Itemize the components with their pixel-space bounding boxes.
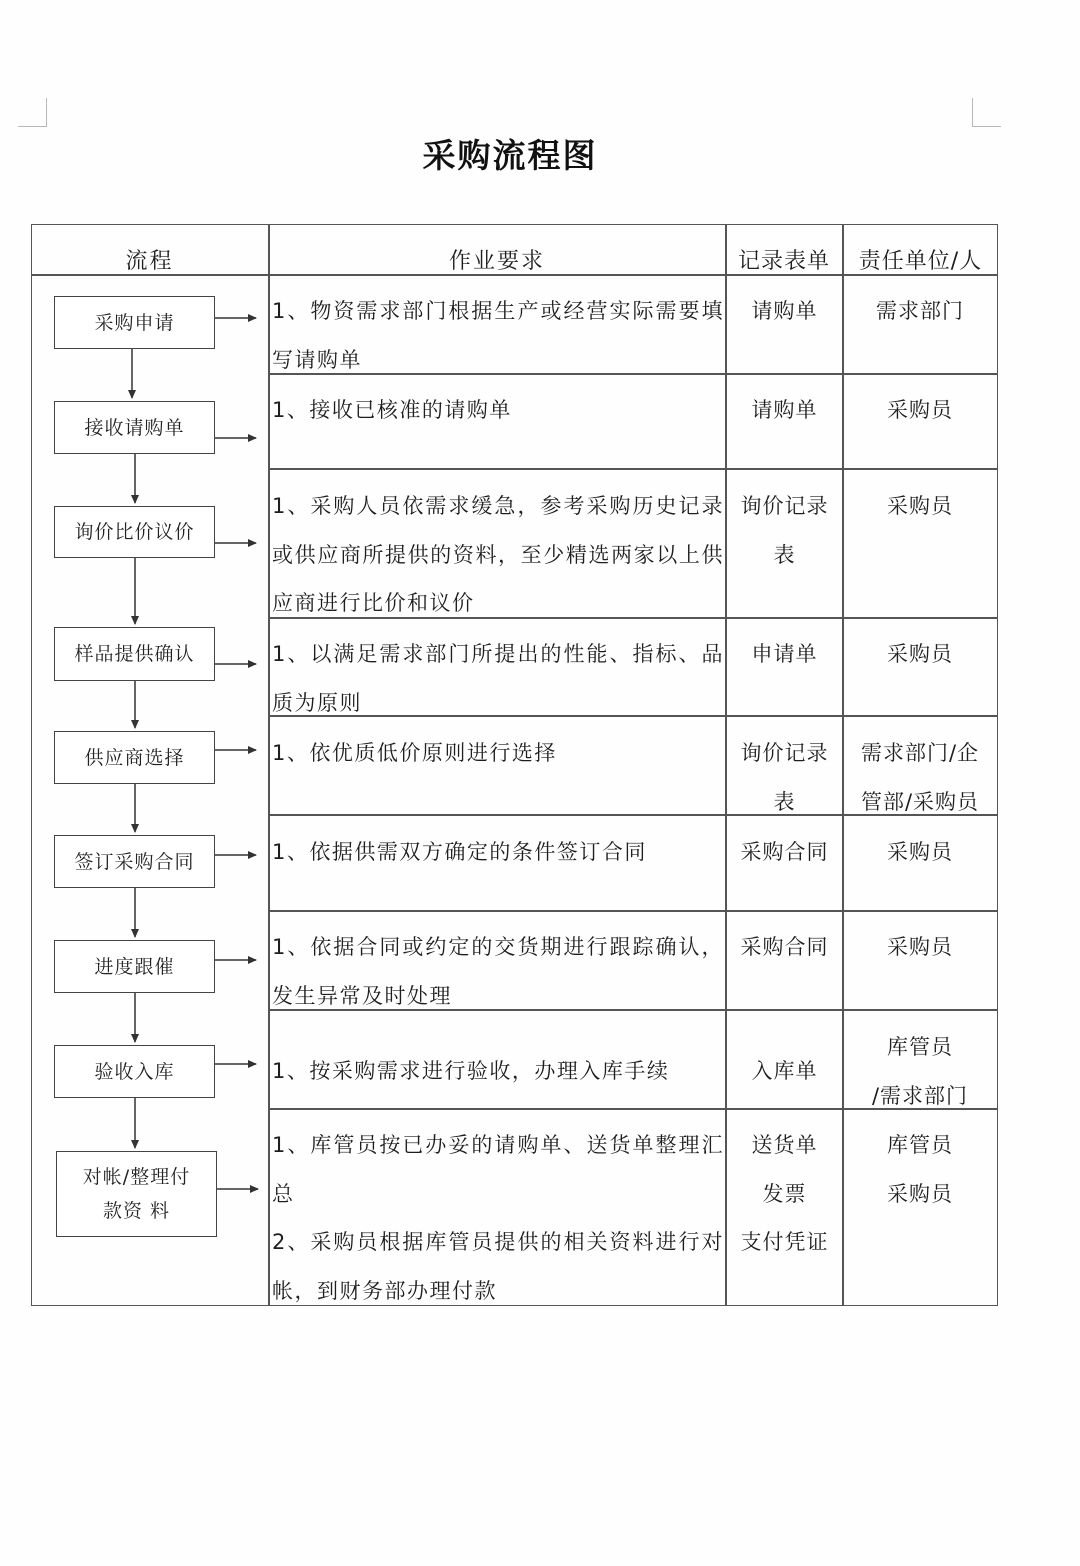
step-box-receive-requisition: 接收请购单: [54, 401, 215, 454]
requirement-cell: 1、物资需求部门根据生产或经营实际需要填写请购单: [272, 299, 724, 372]
step-box-purchase-request: 采购申请: [54, 296, 215, 349]
document-title: 采购流程图: [422, 136, 598, 175]
record-form-cell: 请购单: [751, 299, 818, 323]
requirement-cell: 1、以满足需求部门所提出的性能、指标、品质为原则: [272, 642, 724, 715]
column-divider: [268, 224, 270, 1306]
record-form-cell: 入库单: [751, 1059, 818, 1083]
header-responsible: 责任单位/人: [858, 249, 983, 274]
header-process: 流程: [125, 249, 174, 274]
row-divider: [268, 468, 998, 470]
step-box-price-inquiry: 询价比价议价: [54, 506, 215, 558]
step-box-inspection-warehousing: 验收入库: [54, 1045, 215, 1098]
requirement-cell: 1、依据合同或约定的交货期进行跟踪确认，发生异常及时处理: [272, 935, 724, 1008]
step-box-sample-confirmation: 样品提供确认: [54, 627, 215, 681]
page-corner-mark-top-left: [18, 98, 47, 127]
responsible-cell: 库管员 采购员: [887, 1133, 953, 1206]
requirement-cell: 1、依优质低价原则进行选择: [272, 741, 557, 765]
record-form-cell: 采购合同: [740, 840, 829, 864]
requirement-cell: 1、按采购需求进行验收，办理入库手续: [272, 1059, 670, 1083]
requirement-cell: 1、库管员按已办妥的请购单、送货单整理汇总 2、采购员根据库管员提供的相关资料进行对帐，到财务部办理付款: [272, 1133, 724, 1303]
step-box-supplier-selection: 供应商选择: [54, 731, 215, 784]
responsible-cell: 采购员: [887, 935, 953, 959]
page-corner-mark-top-right: [972, 98, 1001, 127]
responsible-cell: 需求部门: [876, 299, 964, 323]
responsible-cell: 采购员: [887, 398, 953, 422]
responsible-cell: 需求部门/企 管部/采购员: [860, 741, 980, 814]
responsible-cell: 采购员: [887, 840, 953, 864]
record-form-cell: 申请单: [751, 642, 818, 666]
row-divider: [268, 910, 998, 912]
header-requirements: 作业要求: [448, 249, 545, 274]
record-form-cell: 询价记录 表: [740, 741, 829, 814]
responsible-cell: 采购员: [887, 642, 953, 666]
requirement-cell: 1、依据供需双方确定的条件签订合同: [272, 840, 647, 864]
step-box-progress-follow-up: 进度跟催: [54, 940, 215, 993]
requirement-cell: 1、采购人员依需求缓急，参考采购历史记录或供应商所提供的资料，至少精选两家以上供应商进行比价和议价: [272, 494, 724, 615]
record-form-cell: 询价记录 表: [740, 494, 829, 567]
step-box-reconciliation-payment: 对帐/整理付 款资 料: [56, 1151, 217, 1237]
step-box-sign-contract: 签订采购合同: [54, 835, 215, 888]
responsible-cell: 库管员 /需求部门: [871, 1035, 969, 1108]
header-records: 记录表单: [737, 249, 830, 274]
record-form-cell: 送货单 发票 支付凭证: [740, 1133, 829, 1254]
requirement-cell: 1、接收已核准的请购单: [272, 398, 512, 422]
record-form-cell: 请购单: [751, 398, 818, 422]
responsible-cell: 采购员: [887, 494, 953, 518]
record-form-cell: 采购合同: [740, 935, 829, 959]
